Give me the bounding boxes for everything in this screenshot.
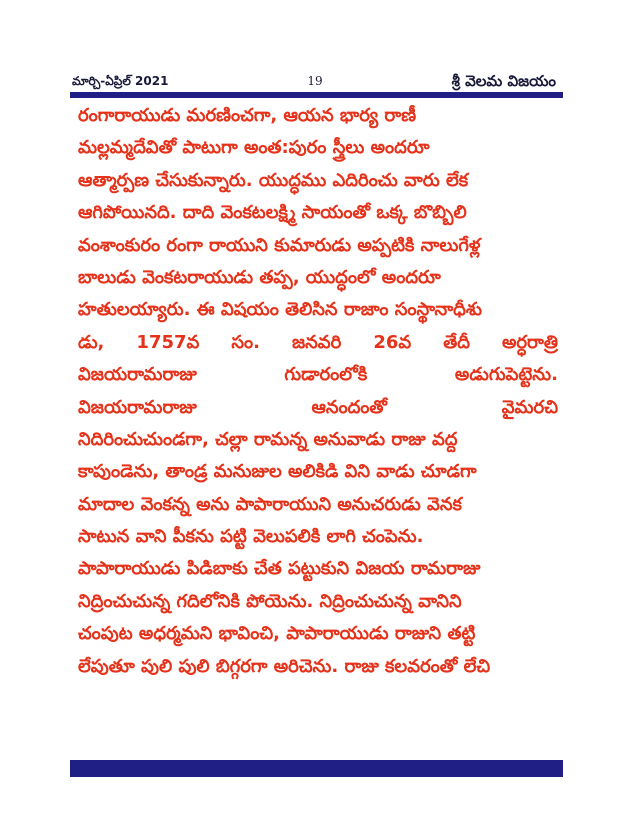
text-segment: తేదీ [443,331,470,353]
text-line [78,521,558,553]
header-bar [70,92,563,98]
text-segment: హతులయ్యారు. ఈ విషయం తెలిసిన రాజాం సంస్థానాధీశు [78,299,483,321]
page-number: 19 [307,74,323,88]
text-segment: ఆనందంతో [311,396,387,418]
text-line [78,553,558,585]
text-line [78,489,558,521]
text-segment: పాపారాయుడు పిడిబాకు చేత పట్టుకుని విజయ రామరాజు [78,558,481,580]
text-segment: అడుగుపెట్టెను. [454,364,558,386]
text-line [78,618,558,650]
text-segment: డు, [78,331,105,353]
text-segment: సం. [231,331,260,353]
text-line [78,586,558,618]
text-segment: బాలుడు వెంకటరాయుడు తప్ప, యుద్ధంలో అందరూ [78,266,441,288]
issue-date: మార్చి-ఏప్రిల్ 2021 [72,74,169,88]
text-line [78,651,558,683]
text-segment: 1757వ [136,331,200,353]
text-line [78,359,558,391]
text-line [78,424,558,456]
text-line [78,165,558,197]
text-segment: జనవరి [292,331,342,353]
text-segment: వంశాంకురం రంగా రాయుని కుమారుడు అప్పటికి నాలుగేళ్ల [78,234,481,256]
text-segment: విజయరామరాజు [78,396,197,418]
text-line [78,262,558,294]
text-segment: ఆత్మార్పణ చేసుకున్నారు. యుద్ధము ఎదిరించు వారు లేక [78,169,469,191]
text-line [78,392,558,424]
text-segment: లేపుతూ పులి పులి బిగ్గరగా అరిచెను. రాజు కలవరంతో లేచి [78,655,491,677]
text-segment: వైమరచి [501,396,558,418]
text-segment: సాటున వాని పీకను పట్టి వెలుపలికి లాగి చంపెను. [78,526,424,548]
text-line [78,132,558,164]
text-segment: రంగారాయుడు మరణించగా, ఆయన భార్య రాణీ [78,105,417,126]
page-header [70,74,560,92]
text-segment: విజయరామరాజు [78,364,197,386]
text-line [78,456,558,488]
text-segment: ఆగిపోయినది. దాది వెంకటలక్ష్మి సాయంతో ఒక్క బొబ్బిలి [78,202,467,224]
text-segment: గుడారంలోకి [284,364,368,386]
text-line [78,100,558,132]
text-segment: మాదాల వెంకన్న అను పాపారాయుని అనుచరుడు వెనక [78,493,462,515]
text-line [78,327,558,359]
text-line [78,197,558,229]
footer-bar [70,760,563,777]
article-body [78,100,558,683]
text-segment: 26వ [373,331,412,353]
text-segment: చంపుట అధర్మమని భావించి, పాపారాయుడు రాజుని తట్టి [78,623,476,645]
text-segment: నిద్రించుచున్న గదిలోనికి పోయెను. నిద్రించుచున్న వానిని [78,590,462,612]
text-line [78,294,558,326]
magazine-title: శ్రీ వెలమ విజయం [451,72,556,90]
text-segment: అర్ధరాత్రి [501,331,558,353]
text-segment: నిదిరించుచుండగా, చల్లా రామన్న అనువాడు రాజు వద్ద [78,428,458,450]
text-segment: మల్లమ్మదేవితో పాటుగా అంత:పురం స్త్రీలు అందరూ [78,137,430,159]
text-segment: కాపుండెను, తాండ్ర మనుజుల అలికిడి విని వాడు చూడగా [78,461,477,483]
text-line [78,230,558,262]
